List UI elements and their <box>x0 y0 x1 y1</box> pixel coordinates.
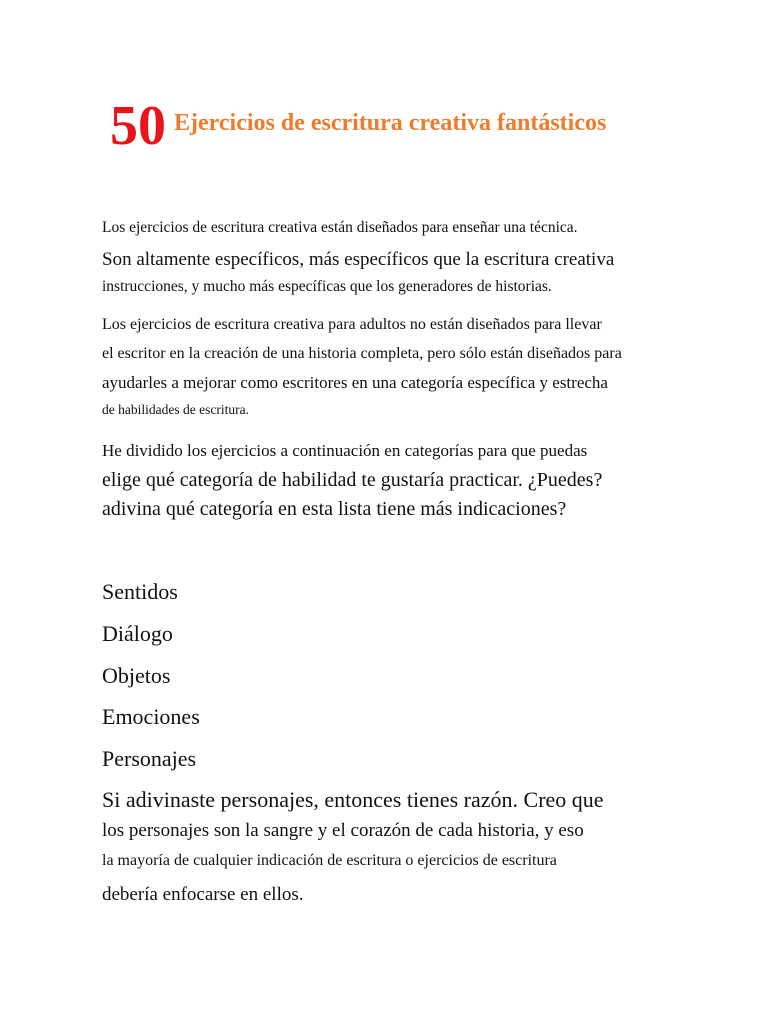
category-item: Personajes <box>102 746 197 771</box>
title-number: 50 <box>110 95 166 157</box>
paragraph-4-line-2: los personajes son la sangre y el corazón de cada historia, y eso <box>102 820 584 841</box>
category-item: Diálogo <box>102 621 173 646</box>
paragraph-2-line-4: de habilidades de escritura. <box>102 402 249 417</box>
category-item: Sentidos <box>102 579 178 604</box>
paragraph-4-line-1: Si adivinaste personajes, entonces tienes razón. Creo que <box>102 787 604 812</box>
category-item: Emociones <box>102 704 200 729</box>
paragraph-2-line-3: ayudarles a mejorar como escritores en una categoría específica y estrecha <box>102 373 608 392</box>
category-item: Objetos <box>102 663 171 688</box>
paragraph-4-line-4: debería enfocarse en ellos. <box>102 884 304 905</box>
paragraph-3-line-2: elige qué categoría de habilidad te gustaría practicar. ¿Puedes? <box>102 469 603 491</box>
paragraph-4-line-3: la mayoría de cualquier indicación de escritura o ejercicios de escritura <box>102 852 557 869</box>
paragraph-2-line-1: Los ejercicios de escritura creativa para adultos no están diseñados para llevar <box>102 316 602 333</box>
paragraph-3-line-1: He dividido los ejercicios a continuación en categorías para que puedas <box>102 441 588 460</box>
paragraph-1-line-1: Los ejercicios de escritura creativa están diseñados para enseñar una técnica. <box>102 219 578 236</box>
paragraph-1-line-3: instrucciones, y mucho más específicas que los generadores de historias. <box>102 278 552 295</box>
paragraph-3-line-3: adivina qué categoría en esta lista tiene más indicaciones? <box>102 498 567 520</box>
paragraph-2-line-2: el escritor en la creación de una historia completa, pero sólo están diseñados para <box>102 345 622 362</box>
page-title <box>110 95 607 157</box>
title-text: Ejercicios de escritura creativa fantásticos <box>174 110 607 136</box>
paragraph-1-line-2: Son altamente específicos, más específicos que la escritura creativa <box>102 249 615 270</box>
